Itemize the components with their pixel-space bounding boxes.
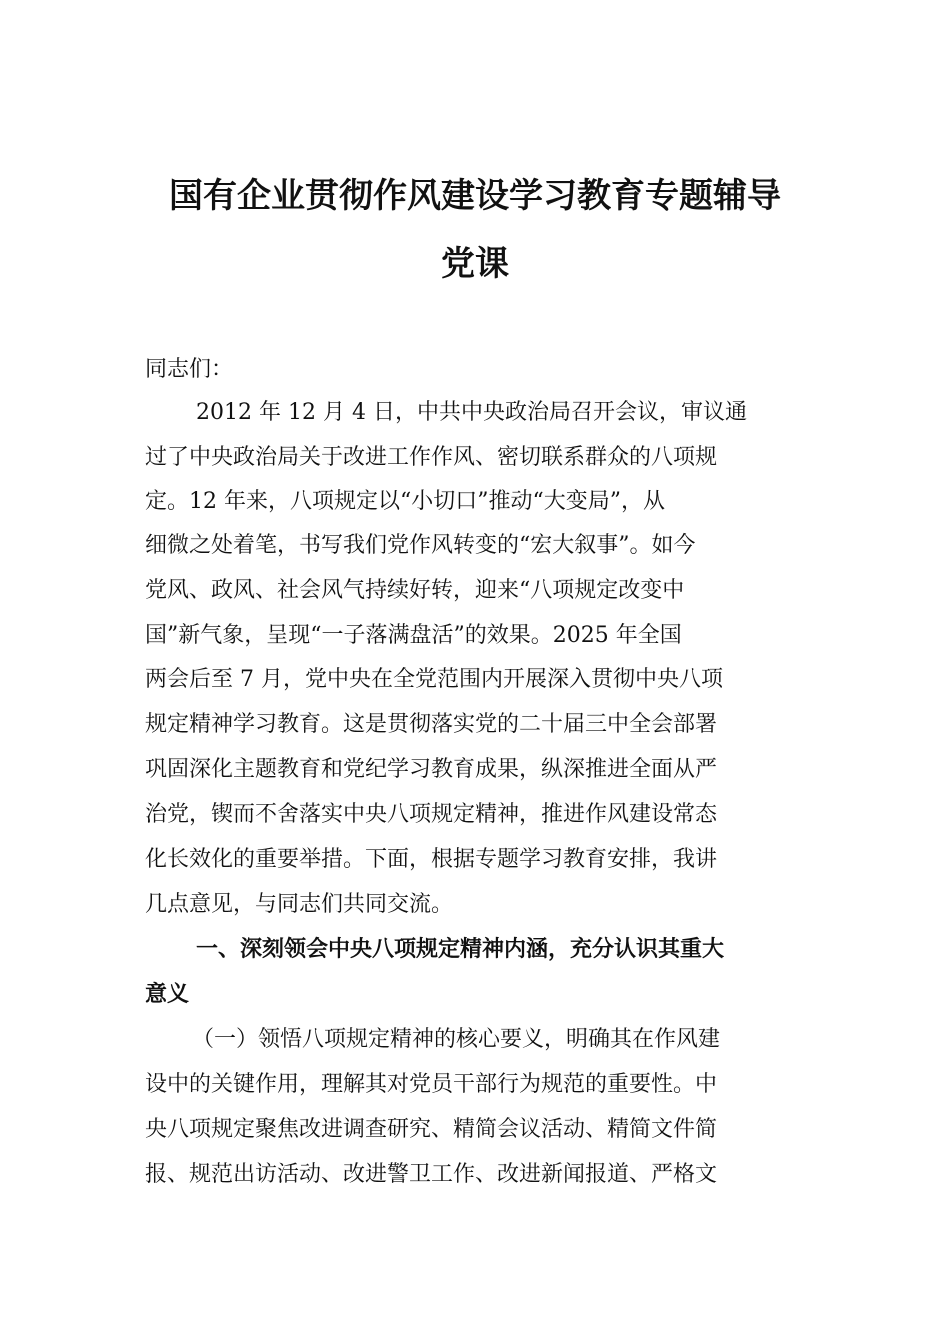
- subsection-1-line-4: 报、规范出访活动、改进警卫工作、改进新闻报道、严格文: [145, 1162, 718, 1187]
- intro-line-4: 细微之处着笔，书写我们党作风转变的“宏大叙事”。如今: [145, 533, 696, 558]
- subsection-1-line-1: （一）领悟八项规定精神的核心要义，明确其在作风建: [192, 1027, 721, 1052]
- document-title-line-2: 党课: [441, 244, 509, 284]
- intro-line-9: 巩固深化主题教育和党纪学习教育成果，纵深推进全面从严: [145, 757, 718, 782]
- intro-line-11: 化长效化的重要举措。下面，根据专题学习教育安排，我讲: [145, 847, 718, 872]
- section-1-heading-line-1: 一、深刻领会中央八项规定精神内涵，充分认识其重大: [196, 937, 725, 962]
- intro-line-3: 定。12 年来，八项规定以“小切口”推动“大变局”，从: [145, 489, 665, 514]
- intro-line-6: 国”新气象，呈现“一子落满盘活”的效果。2025 年全国: [145, 623, 682, 648]
- intro-line-8: 规定精神学习教育。这是贯彻落实党的二十届三中全会部署: [145, 712, 718, 737]
- intro-line-7: 两会后至 7 月，党中央在全党范围内开展深入贯彻中央八项: [145, 667, 723, 692]
- intro-line-12: 几点意见，与同志们共同交流。: [145, 892, 454, 917]
- intro-line-10: 治党，锲而不舍落实中央八项规定精神，推进作风建设常态: [145, 802, 718, 827]
- salutation: 同志们：: [145, 357, 234, 382]
- intro-line-5: 党风、政风、社会风气持续好转，迎来“八项规定改变中: [145, 578, 685, 603]
- intro-line-1: 2012 年 12 月 4 日，中共中央政治局召开会议，审议通: [196, 400, 747, 425]
- document-title-line-1: 国有企业贯彻作风建设学习教育专题辅导: [169, 176, 781, 216]
- subsection-1-line-2: 设中的关键作用，理解其对党员干部行为规范的重要性。中: [145, 1072, 718, 1097]
- section-1-heading-line-2: 意义: [145, 982, 190, 1007]
- intro-line-2: 过了中央政治局关于改进工作作风、密切联系群众的八项规: [145, 445, 718, 470]
- subsection-1-line-3: 央八项规定聚焦改进调查研究、精简会议活动、精简文件简: [145, 1117, 718, 1142]
